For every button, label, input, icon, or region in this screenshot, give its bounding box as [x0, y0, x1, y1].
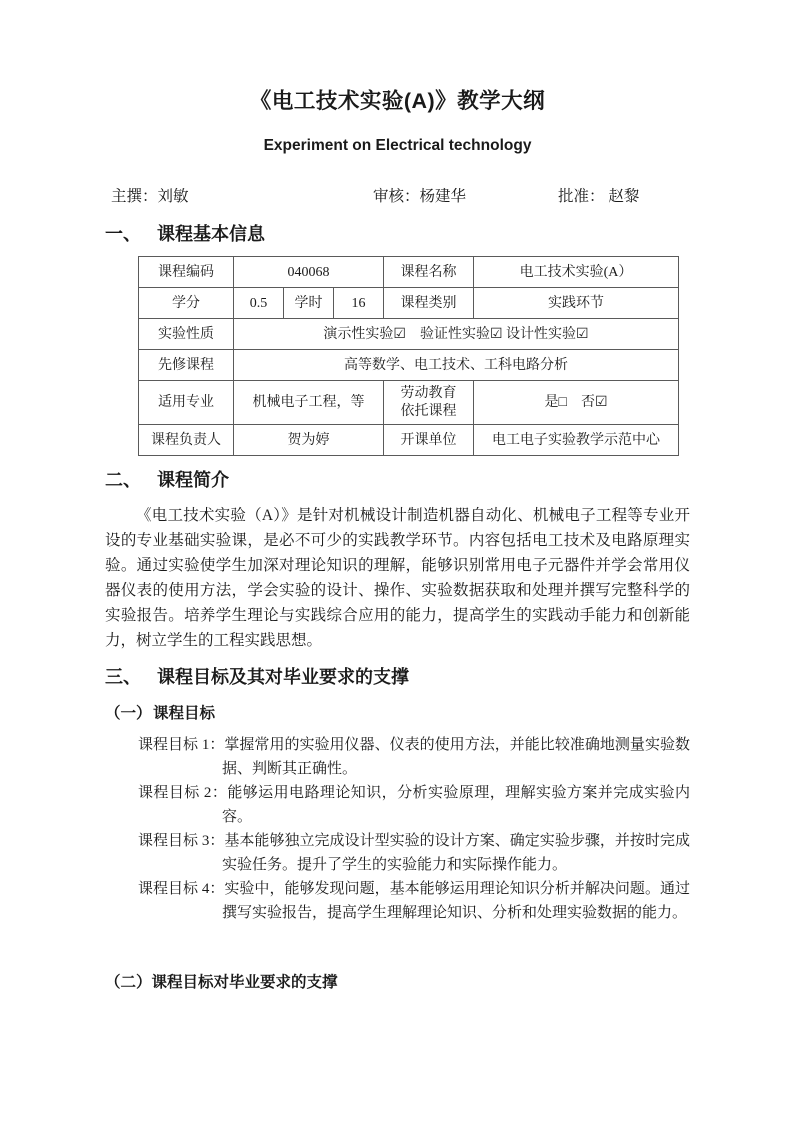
table-row	[139, 381, 679, 425]
table-row	[139, 425, 679, 456]
cell-course-code-value: 040068	[234, 257, 384, 288]
objective-text: 掌握常用的实验用仪器、仪表的使用方法，并能比较准确地测量实验数据、判断其正确性。	[222, 736, 690, 777]
byline	[105, 184, 690, 210]
section-title: 课程基本信息	[157, 224, 265, 245]
section-number: 二、	[105, 470, 141, 491]
section-heading-basic-info	[105, 222, 690, 246]
cell-experiment-nature-value: 演示性实验☑ 验证性实验☑ 设计性实验☑	[234, 319, 679, 350]
objective-label: 课程目标 4：	[138, 880, 225, 897]
document-title: 《电工技术实验(A)》教学大纲	[249, 89, 546, 113]
cell-course-name-value: 电工技术实验(A）	[474, 257, 679, 288]
subsection-number: （一）	[105, 704, 152, 722]
byline-author: 主撰：刘敏	[111, 188, 189, 206]
cell-offering-unit-value: 电工电子实验教学示范中心	[474, 425, 679, 456]
cell-labor-education-label	[384, 381, 474, 425]
subsection-heading-graduation-support	[105, 973, 690, 994]
section-number: 一、	[105, 224, 141, 245]
cell-course-code-label: 课程编码	[139, 257, 234, 288]
cell-course-type-value: 实践环节	[474, 288, 679, 319]
list-item	[138, 829, 690, 877]
cell-experiment-nature-label: 实验性质	[139, 319, 234, 350]
course-objectives-list	[105, 733, 690, 925]
objective-label: 课程目标 2：	[138, 784, 228, 801]
cell-course-name-label: 课程名称	[384, 257, 474, 288]
table-row	[139, 350, 679, 381]
course-intro-paragraph: 《电工技术实验（A）》是针对机械设计制造机器自动化、机械电子工程等专业开设的专业基础实验课，是必不可少的实践教学环节。内容包括电工技术及电路原理实验。通过实验使学生加深对理论知识的理解，能够识别常用电子元器件并学会常用仪器仪表的使用方法，学会实验的设计、操作、实验数据获取和处理并撰写完整科学的实验报告。培养学生理论与实践综合应用的能力，提高学生的实践动手能力和创新能力，树立学生的工程实践思想。	[105, 506, 690, 650]
subsection-title: （二）课程目标对毕业要求的支撑	[105, 973, 338, 991]
subsection-heading-course-objectives	[105, 704, 690, 725]
cell-course-leader-label: 课程负责人	[139, 425, 234, 456]
section-heading-objectives-support	[105, 665, 690, 689]
objective-text: 基本能够独立完成设计型实验的设计方案、确定实验步骤，并按时完成实验任务。提升了学生的实验能力和实际操作能力。	[222, 832, 690, 873]
cell-labor-education-value: 是□ 否☑	[474, 381, 679, 425]
objective-text: 能够运用电路理论知识，分析实验原理，理解实验方案并完成实验内容。	[222, 784, 690, 825]
subsection-title: 课程目标	[153, 704, 216, 722]
labor-education-label-line2: 依托课程	[400, 403, 457, 419]
cell-course-type-label: 课程类别	[384, 288, 474, 319]
document-subtitle: Experiment on Electrical technology	[263, 136, 532, 154]
list-item	[138, 781, 690, 829]
objective-label: 课程目标 1：	[138, 736, 225, 753]
document-content	[105, 88, 690, 1001]
course-basic-info-table	[138, 256, 679, 456]
cell-majors-label: 适用专业	[139, 381, 234, 425]
labor-education-label-line1: 劳动教育	[400, 386, 457, 402]
objective-label: 课程目标 3：	[138, 832, 225, 849]
cell-offering-unit-label: 开课单位	[384, 425, 474, 456]
table-row	[139, 257, 679, 288]
table-row	[139, 319, 679, 350]
list-item	[138, 733, 690, 781]
cell-course-leader-value: 贺为婷	[234, 425, 384, 456]
byline-reviewer: 审核：杨建华	[373, 188, 467, 206]
objective-text: 实验中，能够发现问题，基本能够运用理论知识分析并解决问题。通过撰写实验报告，提高学生理解理论知识、分析和处理实验数据的能力。	[222, 880, 690, 921]
cell-credits-value: 0.5	[234, 288, 284, 319]
section-heading-course-intro	[105, 468, 690, 492]
cell-prerequisites-label: 先修课程	[139, 350, 234, 381]
section-spacer	[105, 925, 690, 959]
list-item	[138, 877, 690, 925]
byline-approver: 批准： 赵黎	[558, 188, 640, 206]
section-title: 课程目标及其对毕业要求的支撑	[157, 667, 409, 688]
cell-prerequisites-value: 高等数学、电工技术、工科电路分析	[234, 350, 679, 381]
section-title: 课程简介	[157, 470, 229, 491]
section-number: 三、	[105, 667, 141, 688]
cell-hours-value: 16	[334, 288, 384, 319]
cell-credits-label: 学分	[139, 288, 234, 319]
cell-majors-value: 机械电子工程，等	[234, 381, 384, 425]
table-row	[139, 288, 679, 319]
cell-hours-label: 学时	[284, 288, 334, 319]
